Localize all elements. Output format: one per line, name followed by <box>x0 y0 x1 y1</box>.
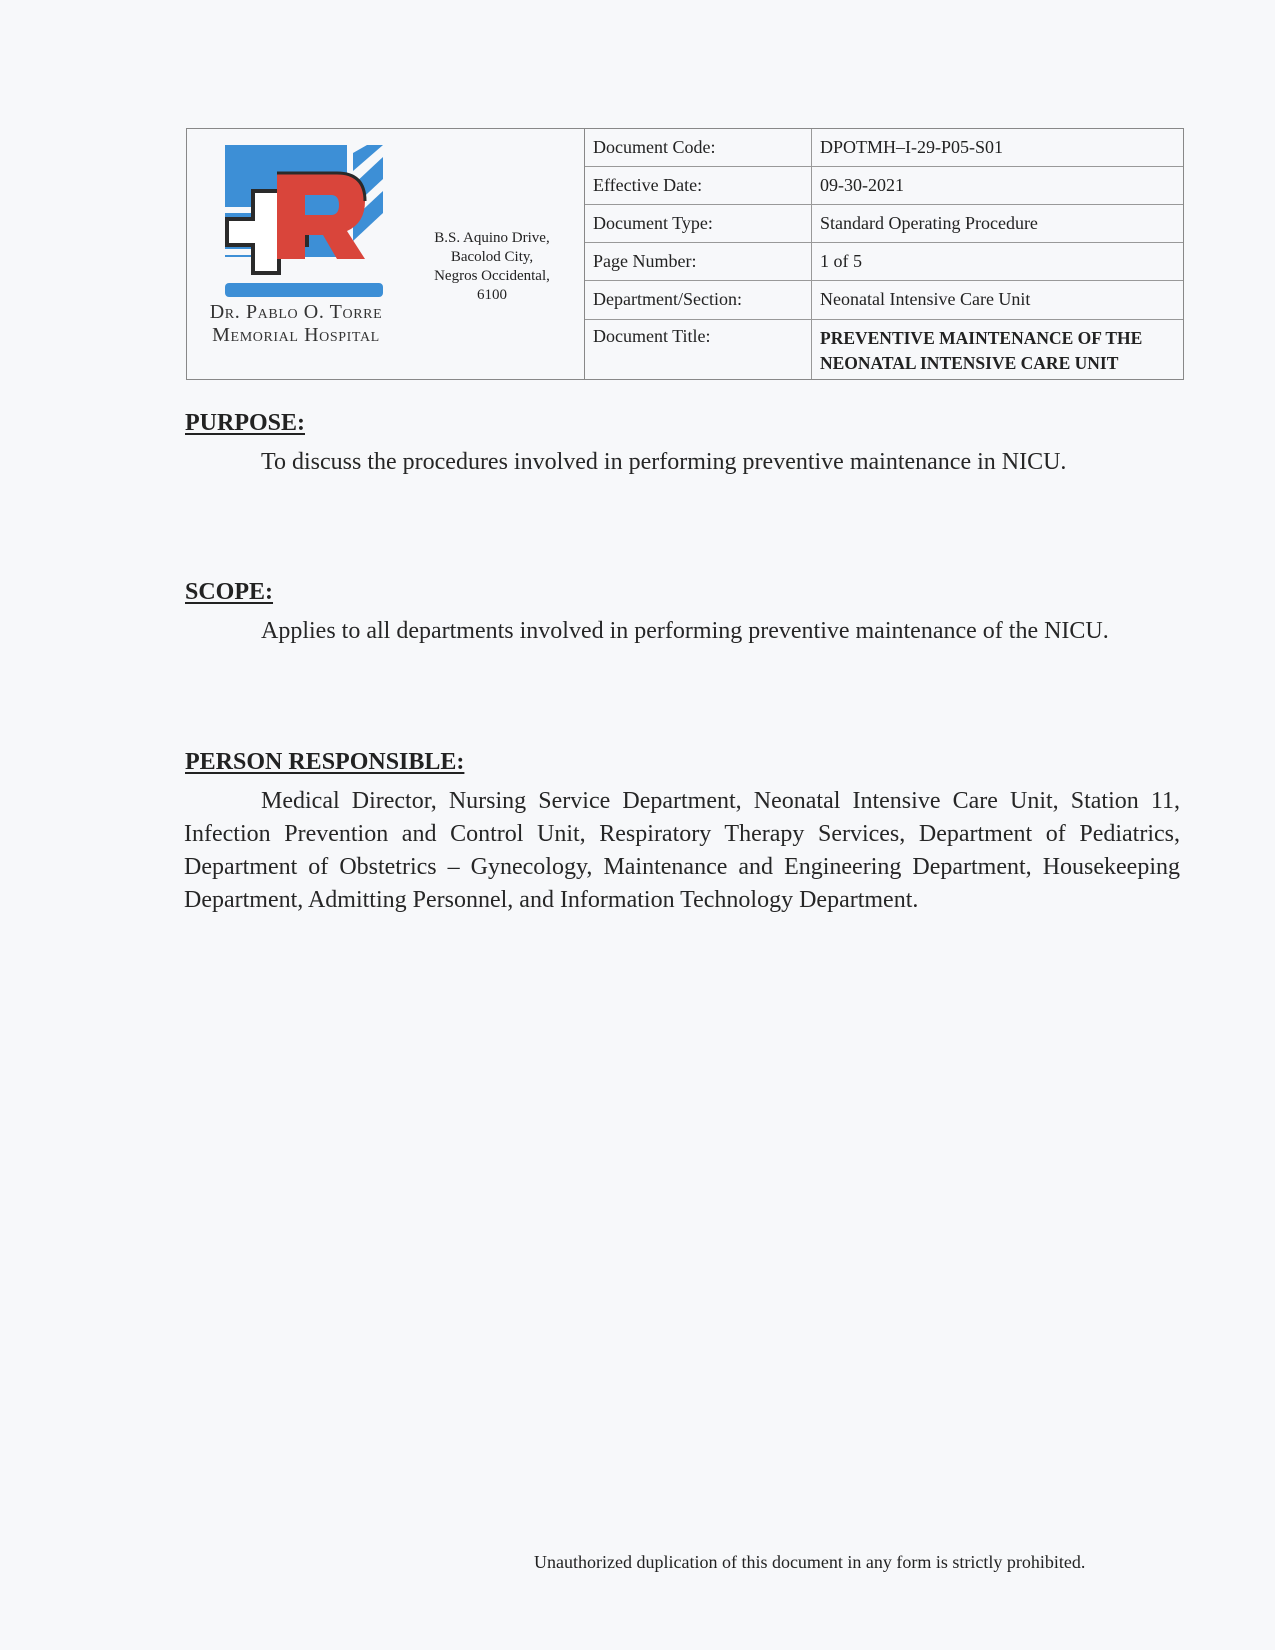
table-row <box>585 129 1183 166</box>
document-type-value: Standard Operating Procedure <box>812 204 1184 242</box>
footer-notice: Unauthorized duplication of this document in any form is strictly prohibited. <box>534 1552 1086 1572</box>
purpose-heading: PURPOSE: <box>185 410 305 436</box>
table-row <box>585 204 1183 242</box>
hospital-address <box>407 229 577 305</box>
address-line: Negros Occidental, <box>434 268 550 284</box>
page-number-value: 1 of 5 <box>812 243 1184 281</box>
hospital-name <box>191 301 401 347</box>
scope-heading: SCOPE: <box>185 579 274 605</box>
document-type-label: Document Type: <box>585 204 812 242</box>
logo-cell <box>187 129 585 379</box>
page-number-label: Page Number: <box>585 243 812 281</box>
person-responsible-text: Medical Director, Nursing Service Department, Neonatal Intensive Care Unit, Station 11, Infection Prevention and Control Unit, Respiratory Therapy Services, Department of Pediatrics, Department of Obstetrics – Gynecology, Maintenance and Engineering Department, Housekeeping Department, Admitting Personnel, and Information Technology Department. <box>184 788 1180 913</box>
effective-date-value: 09-30-2021 <box>812 166 1184 204</box>
address-line: 6100 <box>477 287 507 303</box>
scope-text: Applies to all departments involved in performing preventive maintenance of the NICU. <box>261 618 1109 644</box>
hospital-cross-logo-icon <box>225 145 383 297</box>
person-responsible-heading: PERSON RESPONSIBLE: <box>185 749 465 775</box>
address-line: Bacolod City, <box>450 249 534 265</box>
department-label: Department/Section: <box>585 281 812 319</box>
purpose-text: To discuss the procedures involved in performing preventive maintenance in NICU. <box>261 449 1067 475</box>
document-title-line1: PREVENTIVE MAINTENANCE OF THE <box>820 327 1143 348</box>
document-title-label: Document Title: <box>585 319 812 379</box>
address-line: B.S. Aquino Drive, <box>434 230 550 246</box>
document-code-label: Document Code: <box>585 129 812 166</box>
department-value: Neonatal Intensive Care Unit <box>812 281 1184 319</box>
document-info-table <box>585 129 1183 379</box>
table-row <box>585 319 1183 379</box>
document-title-line2: NEONATAL INTENSIVE CARE UNIT <box>820 352 1119 373</box>
hospital-name-line1: Dr. Pablo O. Torre <box>209 301 383 323</box>
table-row <box>585 166 1183 204</box>
effective-date-label: Effective Date: <box>585 166 812 204</box>
document-title-value <box>812 319 1184 379</box>
table-row <box>585 243 1183 281</box>
document-code-value: DPOTMH–I-29-P05-S01 <box>812 129 1184 166</box>
table-row <box>585 281 1183 319</box>
hospital-name-line2: Memorial Hospital <box>212 324 380 346</box>
document-header <box>186 128 1184 380</box>
